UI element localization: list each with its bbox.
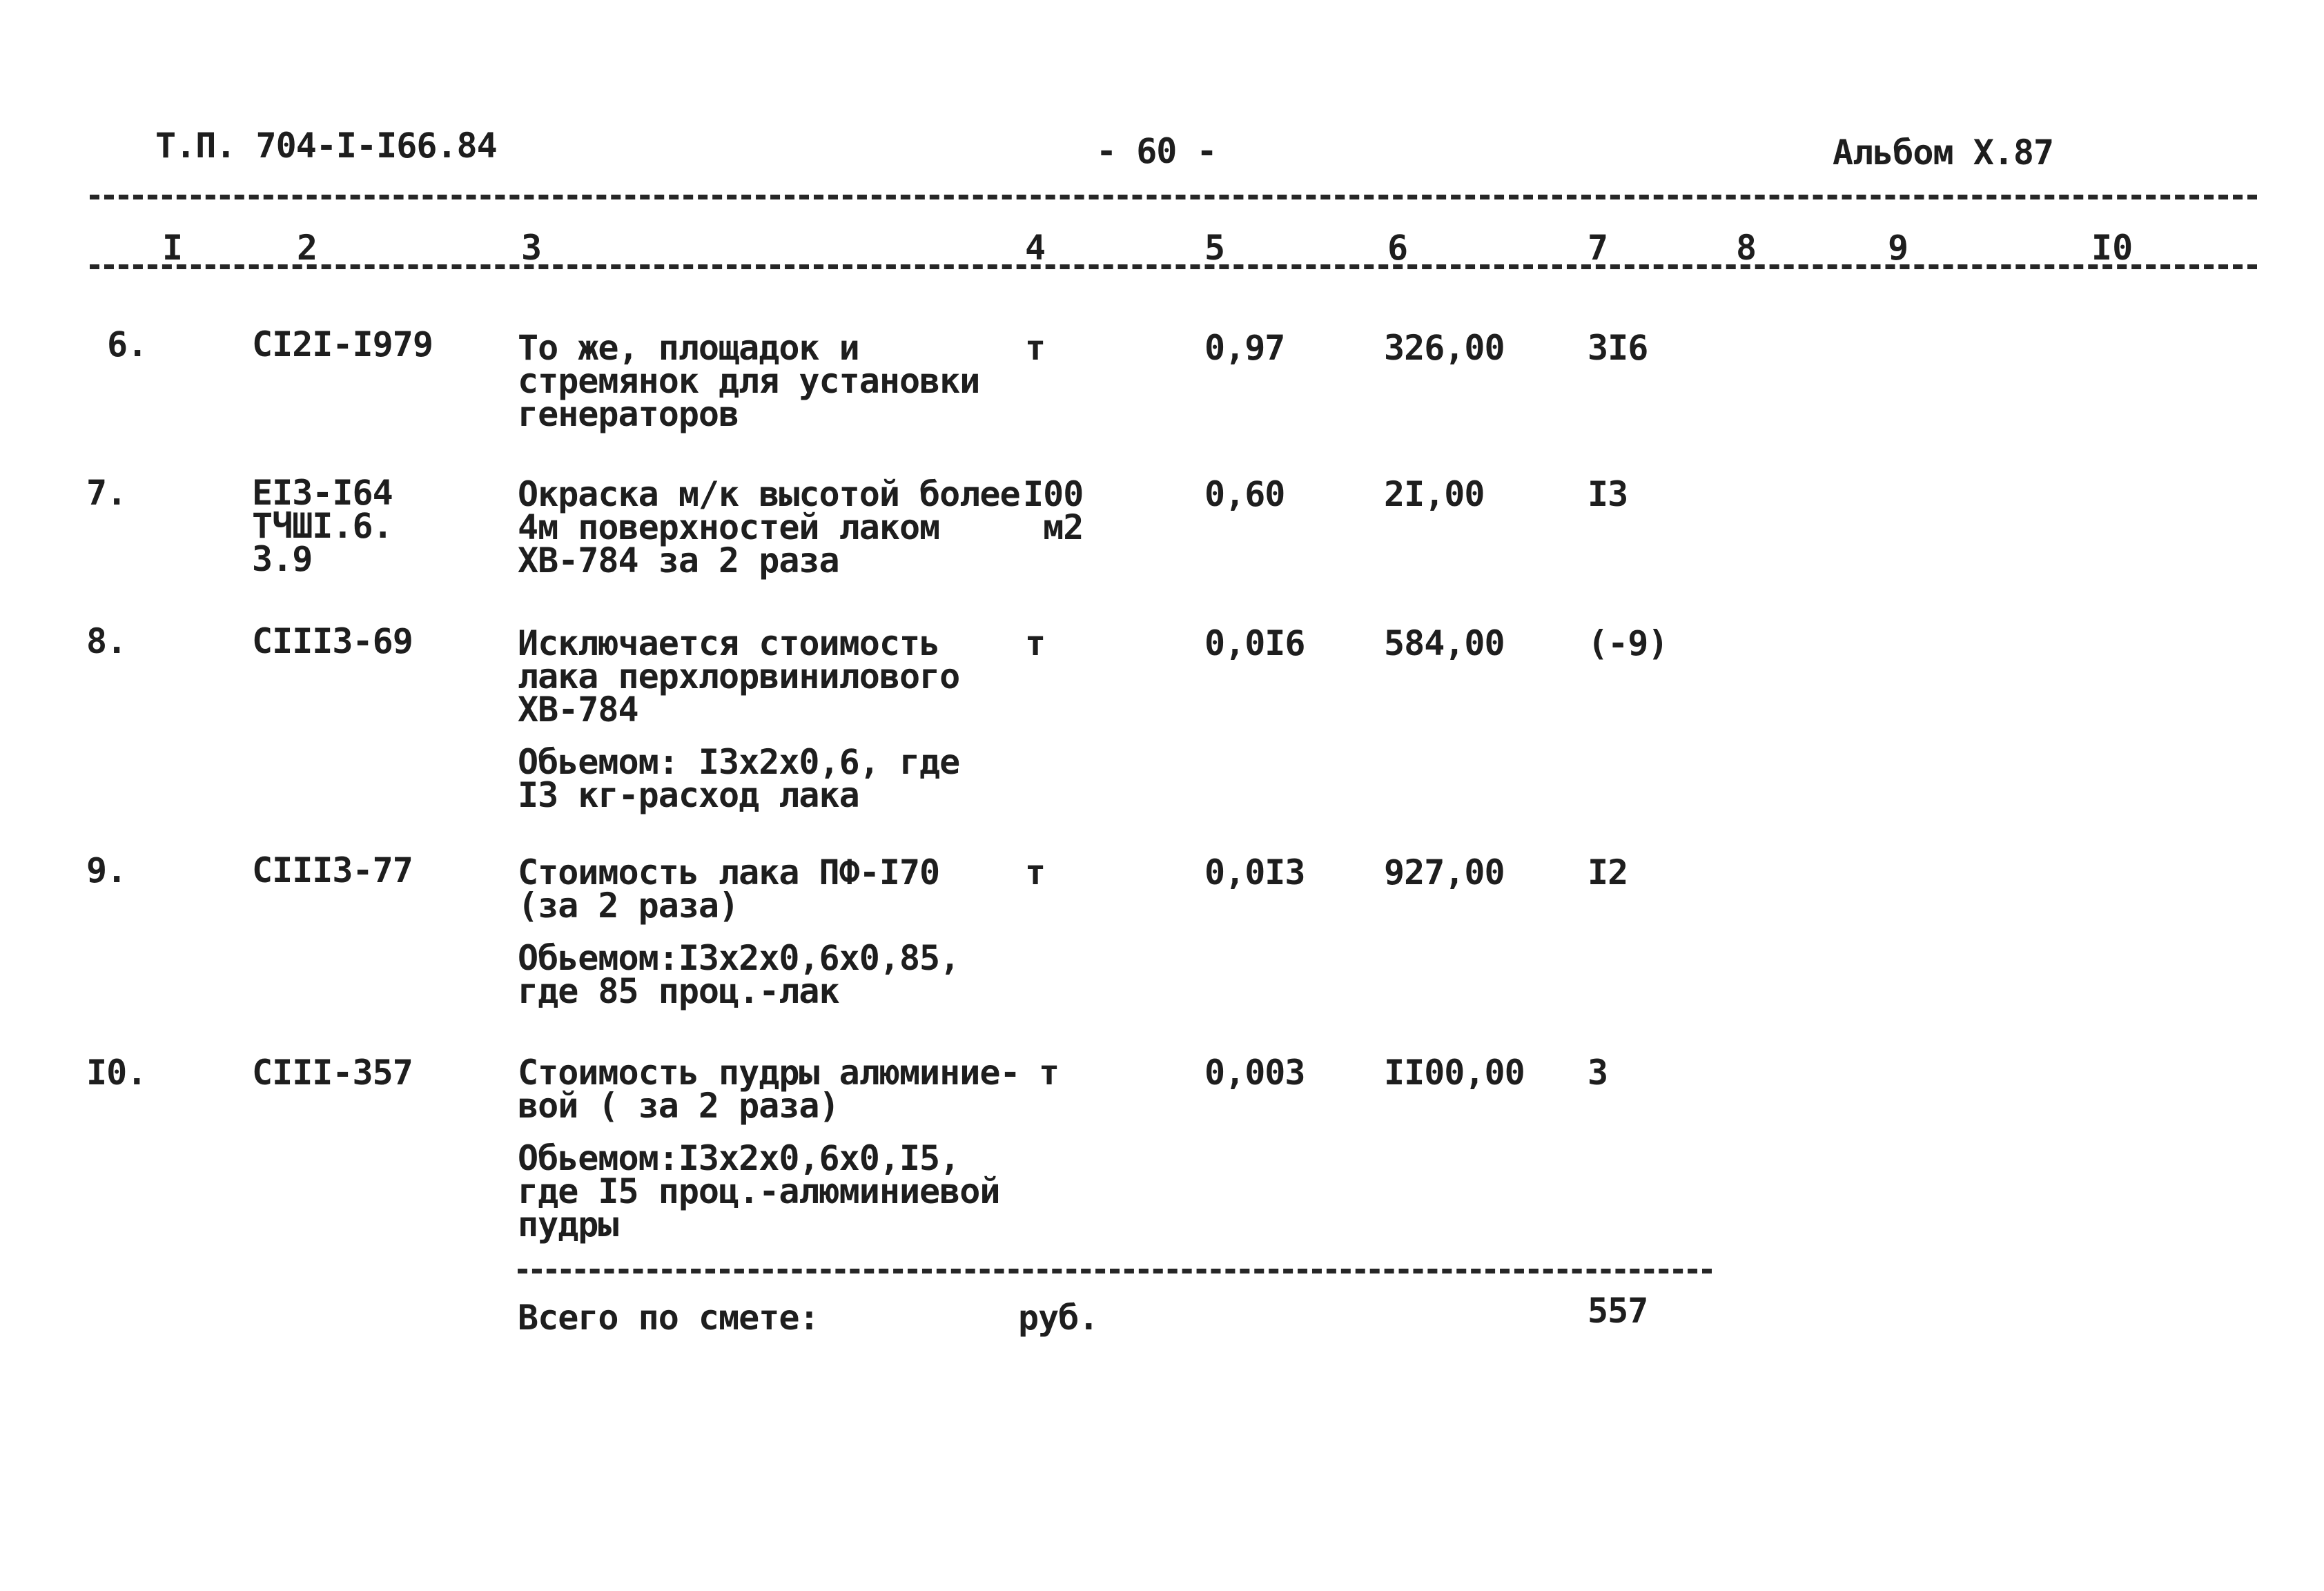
line-total: 3I6 bbox=[1588, 328, 1648, 368]
column-number-1: I bbox=[162, 228, 184, 268]
column-number-5: 5 bbox=[1204, 228, 1226, 268]
unit: т bbox=[1025, 852, 1046, 892]
grand-total-unit: руб. bbox=[1018, 1298, 1099, 1338]
column-number-9: 9 bbox=[1888, 228, 1909, 268]
unit-price: 927,00 bbox=[1384, 852, 1505, 892]
column-number-4: 4 bbox=[1025, 228, 1046, 268]
quantity: 0,0I3 bbox=[1204, 852, 1305, 892]
column-number-10: I0 bbox=[2091, 228, 2133, 268]
total-divider bbox=[518, 1269, 1712, 1273]
doc-reference: Т.П. 704-I-I66.84 bbox=[155, 126, 497, 166]
unit: т bbox=[1039, 1053, 1060, 1093]
unit-price: 584,00 bbox=[1384, 623, 1505, 663]
work-description: Стоимость лака ПФ-I70 (за 2 раза) Обьемом:I3х2х0,6х0,85, где 85 проц.-лак bbox=[518, 852, 960, 1011]
work-description: Исключается стоимость лака перхлорвинилового ХВ-784 Обьемом: I3х2х0,6, где I3 кг-расход лака bbox=[518, 623, 960, 815]
work-description: Окраска м/к высотой более 4м поверхностей лаком ХВ-784 за 2 раза bbox=[518, 474, 1020, 580]
row-number: 6. bbox=[107, 324, 148, 364]
column-number-6: 6 bbox=[1387, 228, 1409, 268]
header-divider-top bbox=[90, 195, 2257, 199]
line-total: I2 bbox=[1588, 852, 1628, 892]
unit-price: 326,00 bbox=[1384, 328, 1505, 368]
column-number-2: 2 bbox=[297, 228, 318, 268]
column-number-8: 8 bbox=[1736, 228, 1757, 268]
line-total: 3 bbox=[1588, 1053, 1608, 1093]
grand-total-value: 557 bbox=[1588, 1291, 1648, 1331]
quantity: 0,97 bbox=[1204, 328, 1285, 368]
norm-code: CIII3-77 bbox=[252, 850, 413, 890]
norm-code: CIII-357 bbox=[252, 1053, 413, 1093]
norm-code: CIII3-69 bbox=[252, 621, 413, 661]
norm-code: CI2I-I979 bbox=[252, 324, 433, 364]
work-description: То же, площадок и стремянок для установки генераторов bbox=[518, 328, 980, 434]
row-number: I0. bbox=[86, 1053, 147, 1093]
row-number: 7. bbox=[86, 473, 127, 513]
column-number-7: 7 bbox=[1588, 228, 1609, 268]
unit: т bbox=[1025, 328, 1046, 368]
header-divider-bottom bbox=[90, 264, 2257, 269]
quantity: 0,60 bbox=[1204, 474, 1285, 514]
grand-total-label: Всего по смете: bbox=[518, 1298, 819, 1338]
work-description: Стоимость пудры алюминие- вой ( за 2 раза) Обьемом:I3х2х0,6х0,I5, где I5 проц.-алюминиевой пудры bbox=[518, 1053, 1020, 1245]
line-total: I3 bbox=[1588, 474, 1628, 514]
column-number-3: 3 bbox=[521, 228, 543, 268]
unit-price: II00,00 bbox=[1384, 1053, 1525, 1093]
page-number: - 60 - bbox=[1096, 131, 1217, 171]
quantity: 0,003 bbox=[1204, 1053, 1305, 1093]
unit-price: 2I,00 bbox=[1384, 474, 1485, 514]
row-number: 8. bbox=[86, 621, 127, 661]
unit: т bbox=[1025, 623, 1046, 663]
quantity: 0,0I6 bbox=[1204, 623, 1305, 663]
album-label: Альбом Х.87 bbox=[1833, 133, 2054, 173]
row-number: 9. bbox=[86, 850, 127, 890]
norm-code: EI3-I64 ТЧШI.6. 3.9 bbox=[252, 473, 393, 579]
unit: I00 м2 bbox=[1023, 474, 1084, 547]
line-total: (-9) bbox=[1588, 623, 1668, 663]
